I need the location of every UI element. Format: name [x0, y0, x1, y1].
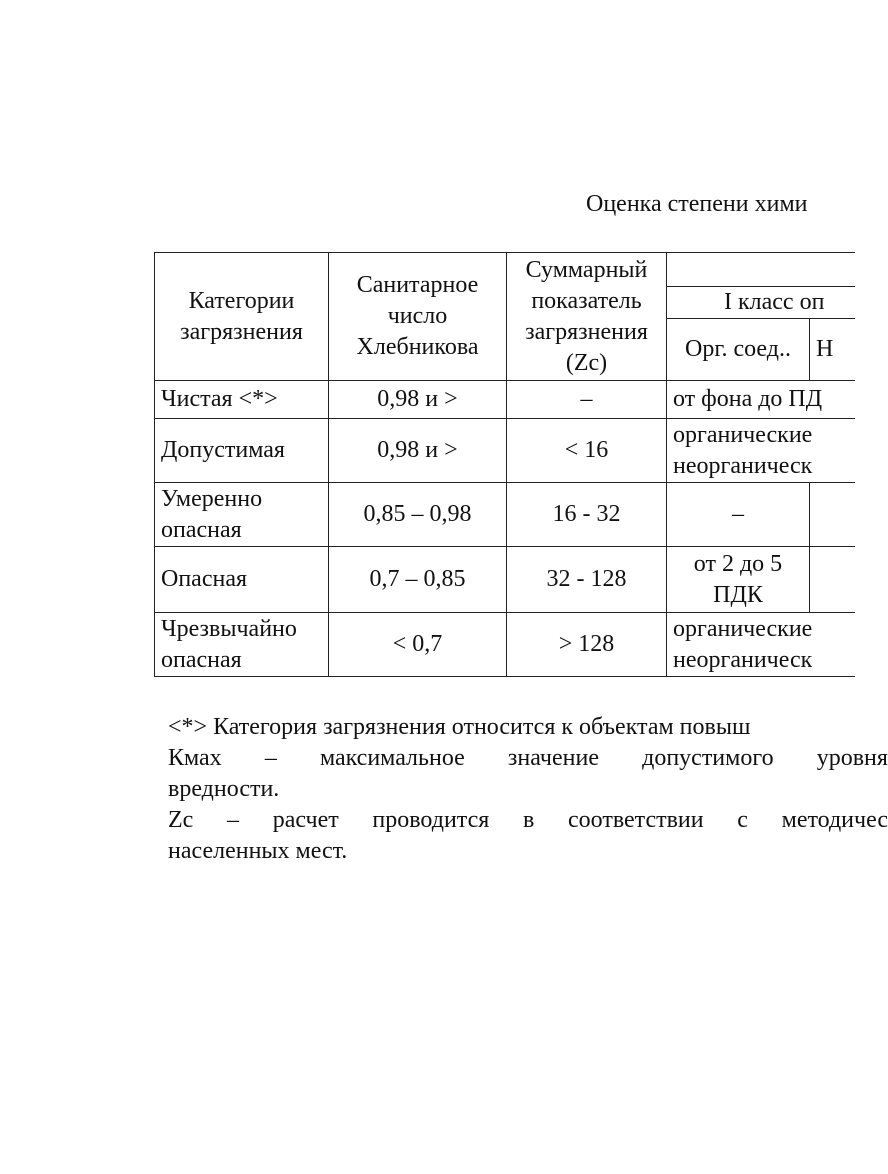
table-row	[155, 613, 855, 677]
sanitary-cell: 0,7 – 0,85	[329, 547, 507, 613]
footnote-clean-category: <*> Категория загрязнения относится к объектам повыш	[168, 714, 751, 740]
sanitary-cell: 0,98 и >	[329, 419, 507, 483]
page-title: Оценка степени хими	[586, 191, 808, 217]
header-sanitary-number: Санитарное число Хлебникова	[329, 253, 507, 381]
table-row	[155, 419, 855, 483]
table-header-row	[155, 253, 855, 287]
footnote-zc-continuation: населенных мест.	[168, 838, 348, 864]
sanitary-cell: < 0,7	[329, 613, 507, 677]
zc-cell: < 16	[507, 419, 667, 483]
footnote-kmax-continuation: вредности.	[168, 776, 280, 802]
table-row	[155, 483, 855, 547]
sanitary-cell: 0,98 и >	[329, 381, 507, 419]
hazard-cell: органические неорганическ	[667, 613, 855, 677]
category-cell: Опасная	[155, 547, 329, 613]
zc-cell: –	[507, 381, 667, 419]
footnote-zc: Zc – расчет проводится в соответствии с методичес	[168, 807, 888, 833]
header-blank	[667, 253, 855, 287]
category-cell: Умеренно опасная	[155, 483, 329, 547]
category-cell: Допустимая	[155, 419, 329, 483]
category-cell: Чистая <*>	[155, 381, 329, 419]
header-org-compounds: Орг. соед..	[667, 319, 810, 381]
hazard-cell: от фона до ПД	[667, 381, 855, 419]
hazard-cell: органические неорганическ	[667, 419, 855, 483]
zc-cell: > 128	[507, 613, 667, 677]
hazard-org-cell: от 2 до 5 ПДК	[667, 547, 810, 613]
hazard-inorg-cell	[810, 483, 855, 547]
header-total-index: Суммарный показатель загрязнения (Zc)	[507, 253, 667, 381]
header-hazard-class: I класс оп	[667, 287, 855, 319]
header-category: Категории загрязнения	[155, 253, 329, 381]
table-row	[155, 547, 855, 613]
category-cell: Чрезвычайно опасная	[155, 613, 329, 677]
footnote-kmax: Кмах – максимальное значение допустимого уровня	[168, 745, 888, 771]
table-row	[155, 381, 855, 419]
hazard-org-cell: –	[667, 483, 810, 547]
pollution-category-table	[154, 252, 855, 677]
zc-cell: 16 - 32	[507, 483, 667, 547]
header-inorg-compounds: Н	[810, 319, 855, 381]
hazard-inorg-cell	[810, 547, 855, 613]
zc-cell: 32 - 128	[507, 547, 667, 613]
footnotes	[168, 712, 888, 867]
sanitary-cell: 0,85 – 0,98	[329, 483, 507, 547]
